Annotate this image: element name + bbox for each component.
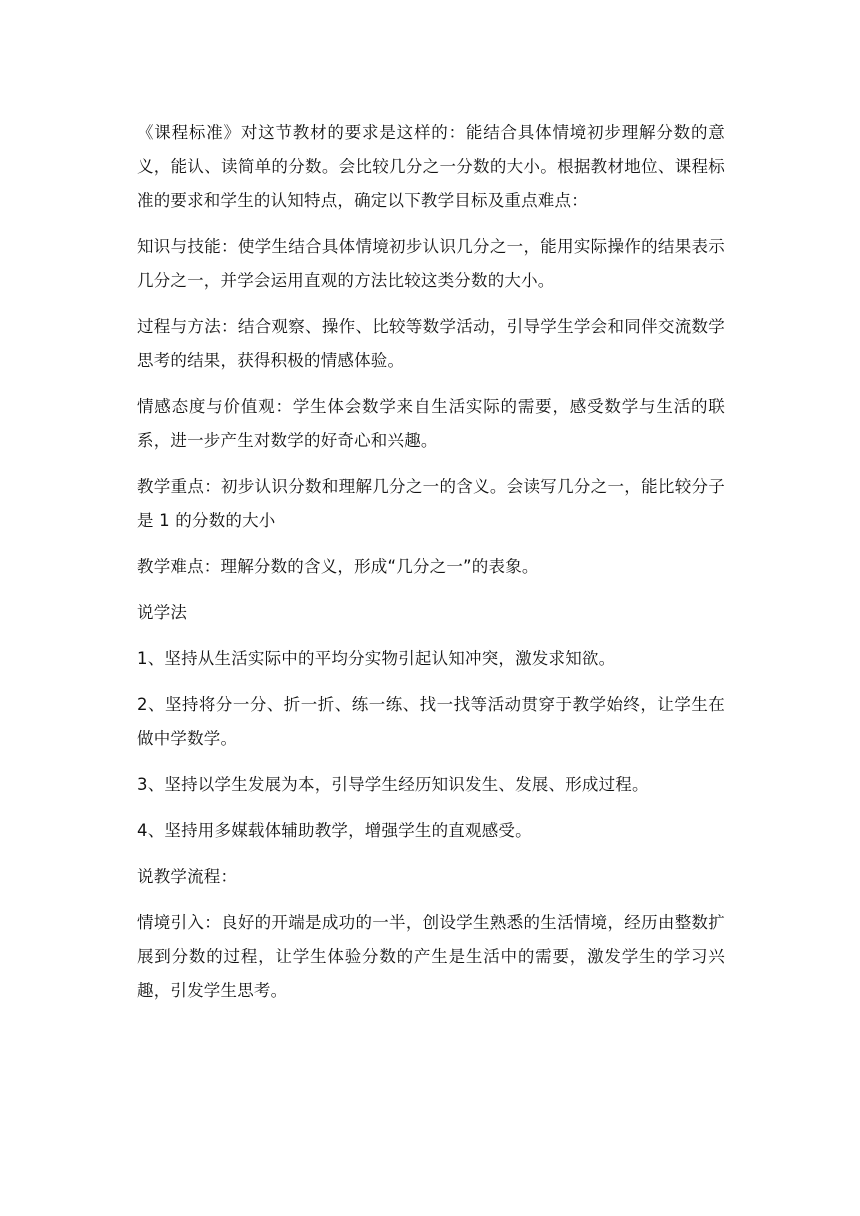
list-item-method-4: 4、坚持用多媒载体辅助教学，增强学生的直观感受。 — [137, 821, 532, 840]
list-item-method-2: 2、坚持将分一分、折一折、练一练、找一找等活动贯穿于教学始终，让学生在做中学数学。 — [137, 695, 725, 748]
heading-teaching-process: 说教学流程： — [137, 867, 238, 886]
list-item-method-1: 1、坚持从生活实际中的平均分实物引起认知冲突，激发求知欲。 — [137, 649, 616, 668]
paragraph-knowledge-skills: 知识与技能：使学生结合具体情境初步认识几分之一，能用实际操作的结果表示几分之一，并学会运用直观的方法比较这类分数的大小。 — [137, 237, 725, 290]
heading-learning-method: 说学法 — [137, 603, 188, 622]
paragraph-situation-intro: 情境引入：良好的开端是成功的一半，创设学生熟悉的生活情境，经历由整数扩展到分数的过程，让学生体验分数的产生是生活中的需要，激发学生的学习兴趣，引发学生思考。 — [137, 913, 725, 1000]
list-item-method-3: 3、坚持以学生发展为本，引导学生经历知识发生、发展、形成过程。 — [137, 775, 649, 794]
paragraph-curriculum-standard: 《课程标准》对这节教材的要求是这样的：能结合具体情境初步理解分数的意义，能认、读简单的分数。会比较几分之一分数的大小。根据教材地位、课程标准的要求和学生的认知特点，确定以下教学目标及重点难点： — [137, 123, 725, 210]
paragraph-process-method: 过程与方法：结合观察、操作、比较等数学活动，引导学生学会和同伴交流数学思考的结果，获得积极的情感体验。 — [137, 317, 725, 370]
paragraph-attitude-values: 情感态度与价值观：学生体会数学来自生活实际的需要，感受数学与生活的联系，进一步产生对数学的好奇心和兴趣。 — [137, 397, 725, 450]
paragraph-teaching-difficulty: 教学难点：理解分数的含义，形成“几分之一”的表象。 — [137, 557, 539, 576]
document-body — [137, 116, 725, 1020]
paragraph-teaching-focus: 教学重点：初步认识分数和理解几分之一的含义。会读写几分之一，能比较分子是 1 的分数的大小 — [137, 477, 725, 530]
